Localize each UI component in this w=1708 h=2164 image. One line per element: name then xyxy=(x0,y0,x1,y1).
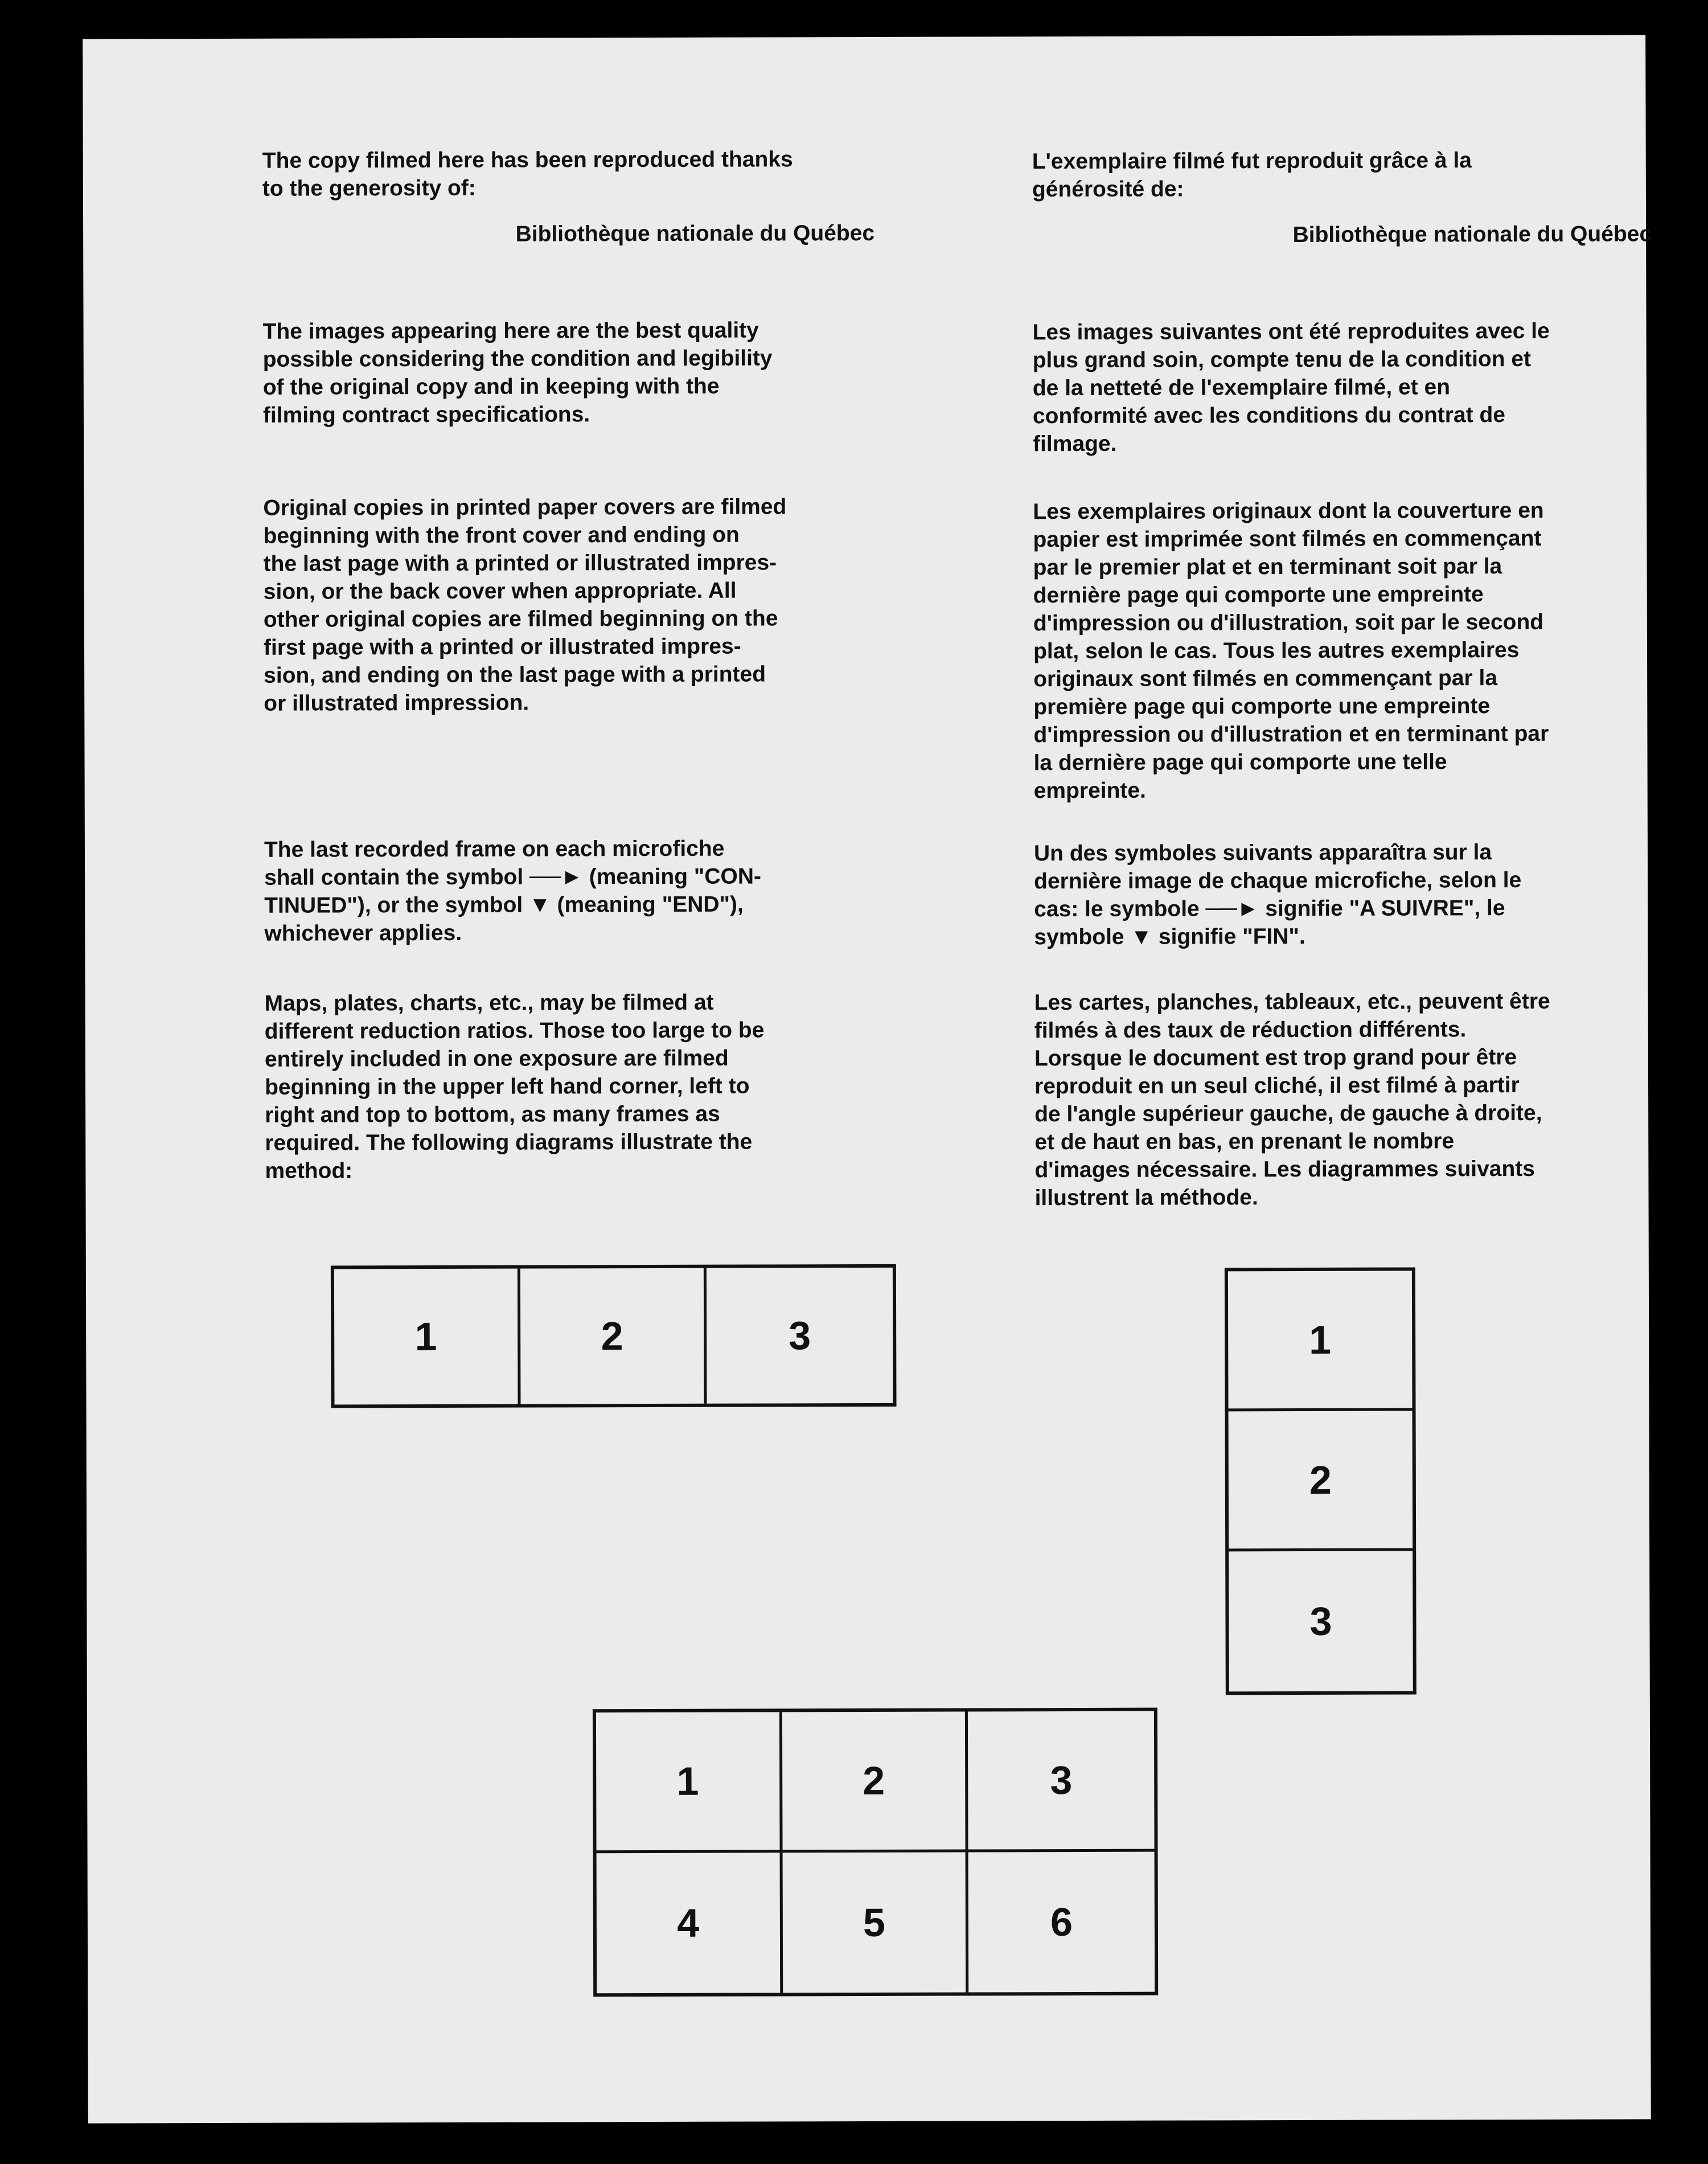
frame-cell: 2 xyxy=(520,1268,707,1404)
filming-notice-page xyxy=(83,35,1651,2123)
frame-cell: 2 xyxy=(782,1712,968,1852)
frame-cell: 3 xyxy=(789,1313,811,1358)
french-symbols-paragraph: Un des symboles suivants apparaîtra sur la dernière image de chaque microfiche, selon le cas: le symbole ──► signifie "A SUIVRE", le symbole ▼ signifie "FIN". xyxy=(1033,840,1522,950)
english-maps-paragraph: Maps, plates, charts, etc., may be filmed at different reduction ratios. Those too large to be entirely included in one exposure are filmed beginning in the upper left hand corner, left to right and top to bottom, as many frames as required. The following diagrams illustrate the method: xyxy=(264,990,765,1183)
frame-cell: 6 xyxy=(1050,1899,1073,1944)
frame-cell: 3 xyxy=(968,1711,1154,1852)
english-quality-paragraph: The images appearing here are the best quality possible considering the condition and legibility of the original copy and in keeping with the filming contract specifications. xyxy=(262,318,773,428)
horizontal-frame-diagram xyxy=(331,1264,897,1408)
english-symbols-paragraph: The last recorded frame on each microfiche shall contain the symbol ──► (meaning "CON- TINUED"), or the symbol ▼ (meaning "END"), whichever applies. xyxy=(264,836,762,946)
vertical-frame-diagram xyxy=(1225,1267,1417,1695)
english-original-copies-paragraph: Original copies in printed paper covers are filmed beginning with the front cover and ending on the last page with a printed or illustrated impres- sion, or the back cover when appropriate. All other original copies are filmed beginning on the first page with a printed or illustrated impres- sion, and ending on the last page with a printed or illustrated impression. xyxy=(263,494,787,716)
french-credit-intro: L'exemplaire filmé fut reproduit grâce à la générosité de: xyxy=(1032,148,1472,202)
english-credit-institution: Bibliothèque nationale du Québec xyxy=(515,220,875,247)
frame-cell: 1 xyxy=(334,1269,521,1405)
grid-frame-diagram xyxy=(593,1708,1158,1997)
frame-cell: 1 xyxy=(596,1712,782,1852)
frame-cell: 4 xyxy=(597,1852,783,1993)
frame-cell: 2 xyxy=(1229,1411,1413,1551)
french-quality-paragraph: Les images suivantes ont été reproduites avec le plus grand soin, compte tenu de la condition et de la netteté de l'exemplaire filmé, et en conformité avec les conditions du contrat de filmage. xyxy=(1032,318,1550,457)
french-credit-institution: Bibliothèque nationale du Québec xyxy=(1292,222,1652,248)
french-original-copies-paragraph: Les exemplaires originaux dont la couverture en papier est imprimée sont filmés en commençant par le premier plat et en terminant soit par la dernière page qui comporte une empreinte d'impression ou d'illustration, soit par le second plat, selon le cas. Tous les autres exemplaires originaux sont filmés en commençant par la première page qui comporte une empreinte d'impression ou d'illustration et en terminant par la dernière page qui comporte une telle empreinte. xyxy=(1033,498,1549,804)
frame-cell: 3 xyxy=(1309,1599,1332,1644)
frame-cell: 5 xyxy=(782,1852,968,1993)
french-maps-paragraph: Les cartes, planches, tableaux, etc., peuvent être filmés à des taux de réduction différents. Lorsque le document est trop grand pour être reproduit en un seul cliché, il est filmé à partir de l'angle supérieur gauche, de gauche à droite, et de haut en bas, en prenant le nombre d'images nécessaire. Les diagrammes suivants illustrent la méthode. xyxy=(1034,989,1550,1211)
frame-cell: 1 xyxy=(1228,1270,1413,1411)
english-credit-intro: The copy filmed here has been reproduced thanks to the generosity of: xyxy=(262,147,793,201)
